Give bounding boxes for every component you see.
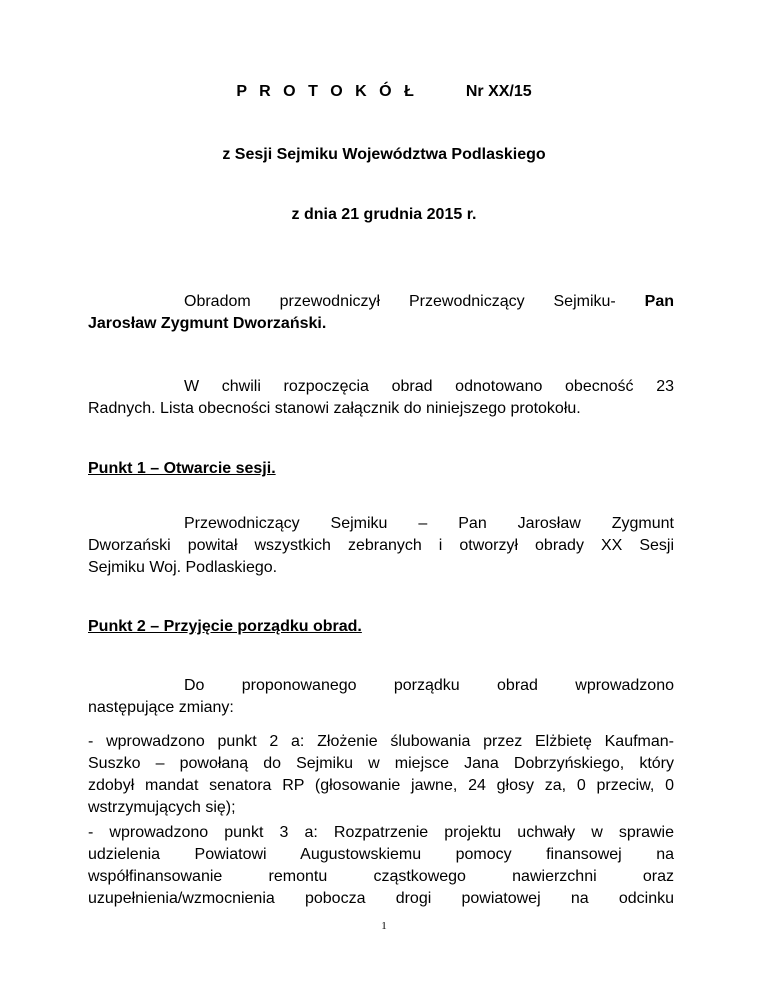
point2-heading: Punkt 2 – Przyjęcie porządku obrad.	[88, 618, 362, 635]
change1-line-3: zdobył mandat senatora RP (głosowanie jawne, 24 głosy za, 0 przeciw, 0	[88, 777, 674, 794]
attendance-line-2: Radnych. Lista obecności stanowi załącznik do niniejszego protokołu.	[88, 400, 581, 417]
change1-line-2: Suszko – powołaną do Sejmiku w miejsce Jana Dobrzyńskiego, który	[88, 755, 674, 772]
change2-line-4: uzupełnienia/wzmocnienia pobocza drogi powiatowej na odcinku	[88, 890, 674, 907]
point2-intro-line-2: następujące zmiany:	[88, 699, 234, 716]
change2-line-3: współfinansowanie remontu cząstkowego nawierzchni oraz	[88, 868, 674, 885]
chair-paragraph	[88, 291, 674, 335]
change2-line-1: - wprowadzono punkt 3 a: Rozpatrzenie projektu uchwały w sprawie	[88, 824, 674, 841]
point1-paragraph	[88, 513, 674, 579]
document-title	[0, 83, 768, 101]
point1-line-3: Sejmiku Woj. Podlaskiego.	[88, 559, 278, 576]
chair-line-1: Obradom przewodniczył Przewodniczący Sejmiku- Pan	[184, 293, 674, 310]
point1-line-1: Przewodniczący Sejmiku – Pan Jarosław Zygmunt	[184, 515, 674, 532]
protocol-number: Nr XX/15	[465, 83, 532, 100]
chair-name: Jarosław Zygmunt Dworzański.	[88, 315, 327, 332]
change1-line-1: - wprowadzono punkt 2 a: Złożenie ślubowania przez Elżbietę Kaufman-	[88, 733, 674, 750]
chair-name-start: Pan	[644, 293, 674, 310]
session-title: z Sesji Sejmiku Województwa Podlaskiego	[222, 146, 546, 163]
change2-line-2: udzielenia Powiatowi Augustowskiemu pomocy finansowej na	[88, 846, 674, 863]
point2-change-2	[88, 822, 674, 910]
point2-intro-line-1: Do proponowanego porządku obrad wprowadzono	[184, 677, 674, 694]
page-number: 1	[381, 920, 387, 932]
protokol-title: P R O T O K Ó Ł	[236, 83, 418, 100]
attendance-paragraph	[88, 376, 674, 420]
change1-line-4: wstrzymujących się);	[88, 799, 236, 816]
point2-intro	[88, 675, 674, 719]
attendance-line-1: W chwili rozpoczęcia obrad odnotowano obecność 23	[184, 378, 674, 395]
point2-change-1	[88, 731, 674, 819]
session-date: z dnia 21 grudnia 2015 r.	[291, 206, 477, 223]
point1-line-2: Dworzański powitał wszystkich zebranych i otworzył obrady XX Sesji	[88, 537, 674, 554]
point1-heading: Punkt 1 – Otwarcie sesji.	[88, 460, 276, 477]
